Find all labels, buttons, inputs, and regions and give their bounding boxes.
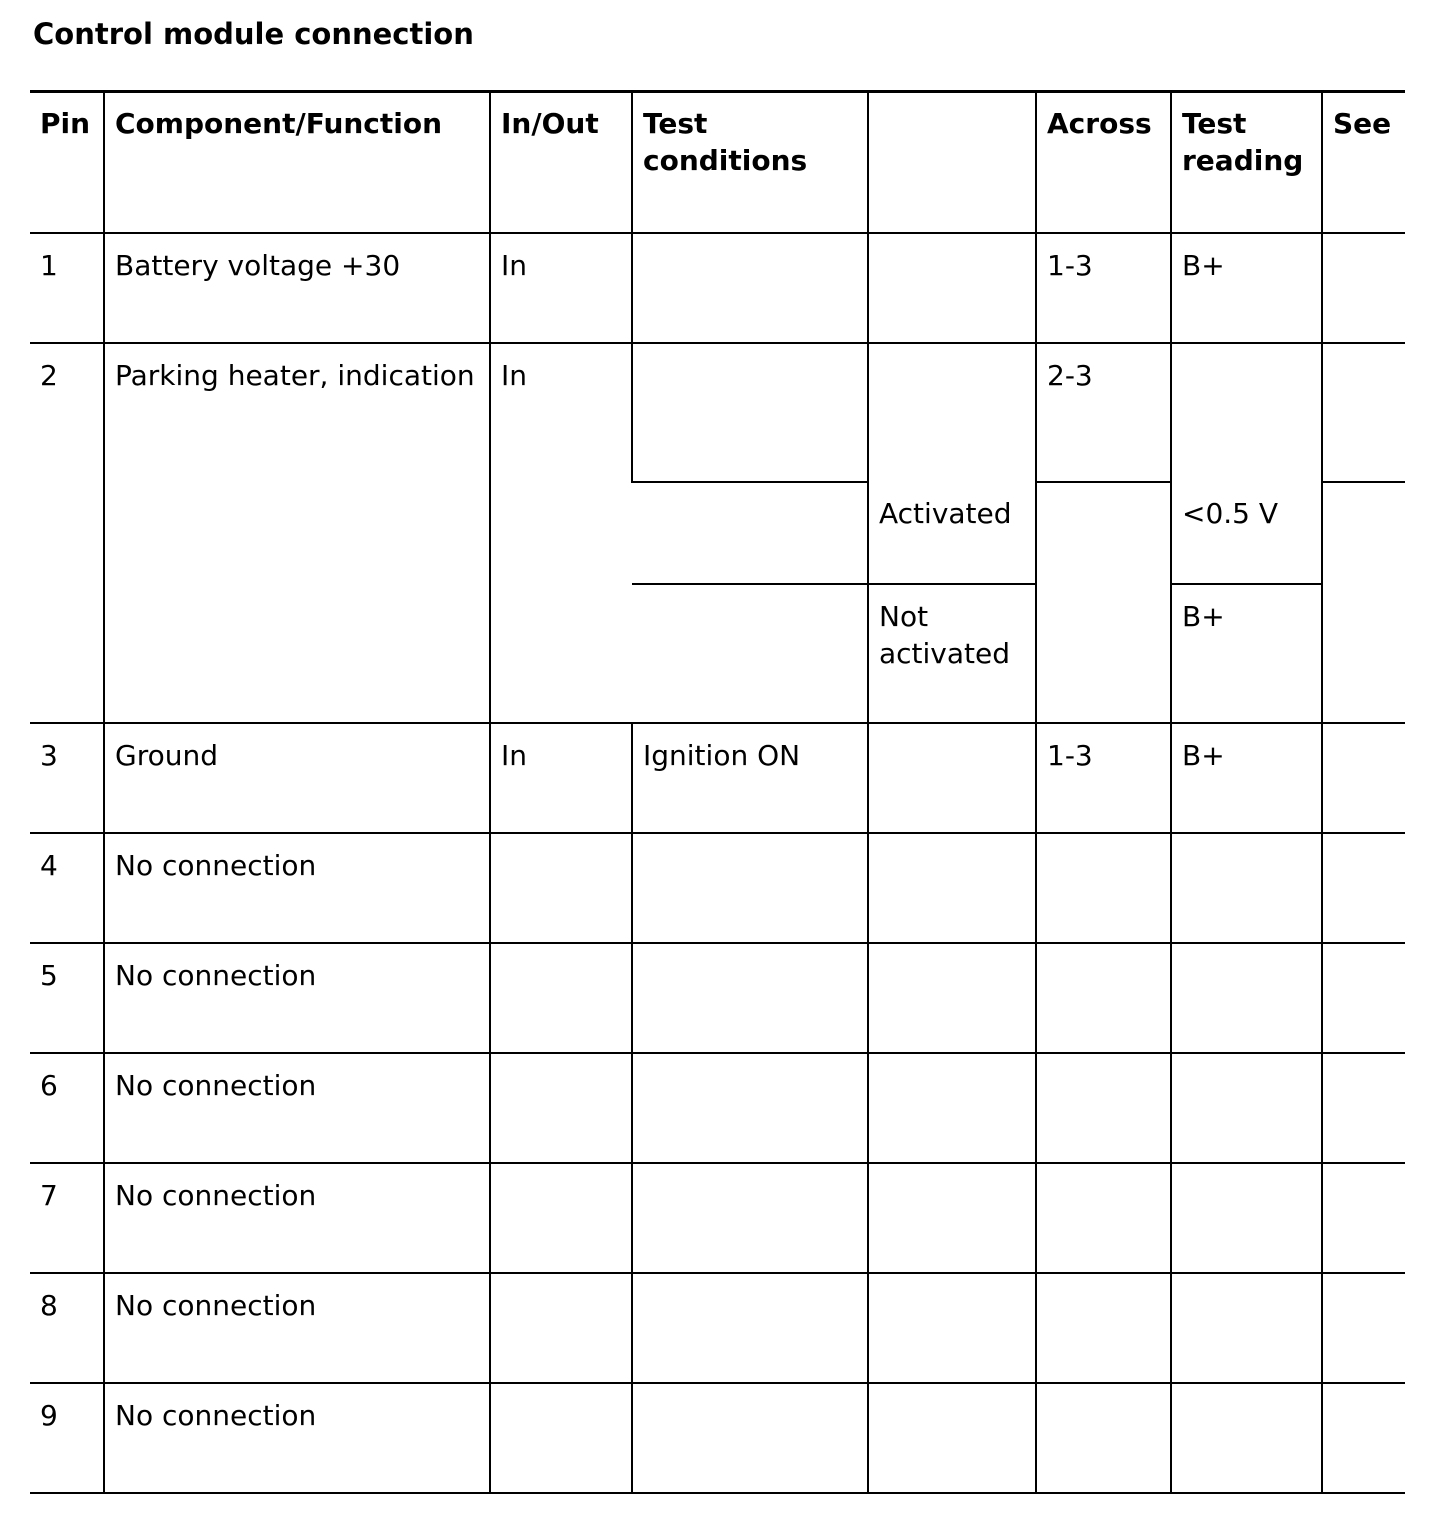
table-header-row: [30, 92, 1405, 233]
cell-test-reading: <0.5 V: [1171, 482, 1322, 584]
cell-test-conditions: Ignition ON: [632, 723, 868, 833]
cell-see: [1322, 833, 1405, 943]
cell-pin: 3: [30, 723, 104, 833]
cell-see: [1322, 943, 1405, 1053]
cell-test-conditions: [632, 943, 868, 1053]
cell-see: [1322, 233, 1405, 343]
table-row: [30, 833, 1405, 943]
cell-see: [1322, 343, 1405, 482]
cell-across: 1-3: [1036, 723, 1171, 833]
table-row: [30, 343, 1405, 482]
cell-component: Parking heater, indication: [104, 343, 490, 723]
header-test-conditions: Test conditions: [632, 92, 868, 233]
cell-component: No connection: [104, 1053, 490, 1163]
cell-state: [868, 233, 1036, 343]
cell-inout: In: [490, 343, 632, 723]
cell-test-reading: [1171, 943, 1322, 1053]
cell-state: [868, 723, 1036, 833]
cell-inout: [490, 1383, 632, 1493]
cell-test-reading: [1171, 1383, 1322, 1493]
cell-pin: 2: [30, 343, 104, 723]
cell-test-reading: [1171, 343, 1322, 482]
cell-state: [868, 833, 1036, 943]
cell-state: Activated: [868, 482, 1036, 584]
cell-test-conditions: [632, 584, 868, 723]
cell-test-conditions: [632, 1383, 868, 1493]
cell-component: Battery voltage +30: [104, 233, 490, 343]
header-inout: In/Out: [490, 92, 632, 233]
cell-test-conditions: [632, 482, 868, 584]
cell-inout: [490, 833, 632, 943]
cell-across: [1036, 584, 1171, 723]
cell-pin: 7: [30, 1163, 104, 1273]
cell-state: [868, 1383, 1036, 1493]
connection-table: [30, 90, 1405, 1494]
cell-component: No connection: [104, 1273, 490, 1383]
table-row: [30, 723, 1405, 833]
cell-state: Not activated: [868, 584, 1036, 723]
cell-pin: 5: [30, 943, 104, 1053]
cell-component: No connection: [104, 943, 490, 1053]
cell-test-conditions: [632, 1053, 868, 1163]
cell-pin: 9: [30, 1383, 104, 1493]
cell-see: [1322, 1163, 1405, 1273]
cell-test-reading: B+: [1171, 584, 1322, 723]
cell-across: [1036, 833, 1171, 943]
table-row: [30, 943, 1405, 1053]
cell-state: [868, 343, 1036, 482]
cell-inout: In: [490, 723, 632, 833]
cell-see: [1322, 584, 1405, 723]
page-title: Control module connection: [33, 17, 474, 51]
cell-component: No connection: [104, 833, 490, 943]
cell-across: [1036, 1383, 1171, 1493]
table-row: [30, 1163, 1405, 1273]
cell-across: 1-3: [1036, 233, 1171, 343]
cell-test-conditions: [632, 833, 868, 943]
cell-across: 2-3: [1036, 343, 1171, 482]
cell-see: [1322, 1273, 1405, 1383]
cell-see: [1322, 1053, 1405, 1163]
cell-inout: [490, 1163, 632, 1273]
cell-component: No connection: [104, 1383, 490, 1493]
cell-state: [868, 1163, 1036, 1273]
cell-see: [1322, 723, 1405, 833]
cell-test-reading: [1171, 1273, 1322, 1383]
cell-component: Ground: [104, 723, 490, 833]
cell-across: [1036, 1273, 1171, 1383]
cell-inout: [490, 1273, 632, 1383]
cell-inout: [490, 943, 632, 1053]
cell-state: [868, 943, 1036, 1053]
table-row: [30, 1383, 1405, 1493]
cell-across: [1036, 1163, 1171, 1273]
cell-inout: [490, 1053, 632, 1163]
header-see: See: [1322, 92, 1405, 233]
cell-test-reading: [1171, 1053, 1322, 1163]
header-component: Component/Function: [104, 92, 490, 233]
header-test-reading: Test reading: [1171, 92, 1322, 233]
cell-test-reading: B+: [1171, 233, 1322, 343]
cell-test-conditions: [632, 1273, 868, 1383]
cell-pin: 1: [30, 233, 104, 343]
table-row: [30, 1273, 1405, 1383]
cell-state: [868, 1273, 1036, 1383]
cell-see: [1322, 1383, 1405, 1493]
cell-test-conditions: [632, 343, 868, 482]
header-state: [868, 92, 1036, 233]
cell-test-reading: [1171, 833, 1322, 943]
cell-see: [1322, 482, 1405, 584]
cell-test-conditions: [632, 1163, 868, 1273]
cell-test-reading: B+: [1171, 723, 1322, 833]
cell-test-conditions: [632, 233, 868, 343]
cell-component: No connection: [104, 1163, 490, 1273]
cell-across: [1036, 943, 1171, 1053]
cell-across: [1036, 482, 1171, 584]
cell-across: [1036, 1053, 1171, 1163]
header-pin: Pin: [30, 92, 104, 233]
table-row: [30, 1053, 1405, 1163]
cell-state: [868, 1053, 1036, 1163]
cell-pin: 6: [30, 1053, 104, 1163]
cell-inout: In: [490, 233, 632, 343]
table-row: [30, 233, 1405, 343]
cell-pin: 4: [30, 833, 104, 943]
cell-test-reading: [1171, 1163, 1322, 1273]
header-across: Across: [1036, 92, 1171, 233]
cell-pin: 8: [30, 1273, 104, 1383]
